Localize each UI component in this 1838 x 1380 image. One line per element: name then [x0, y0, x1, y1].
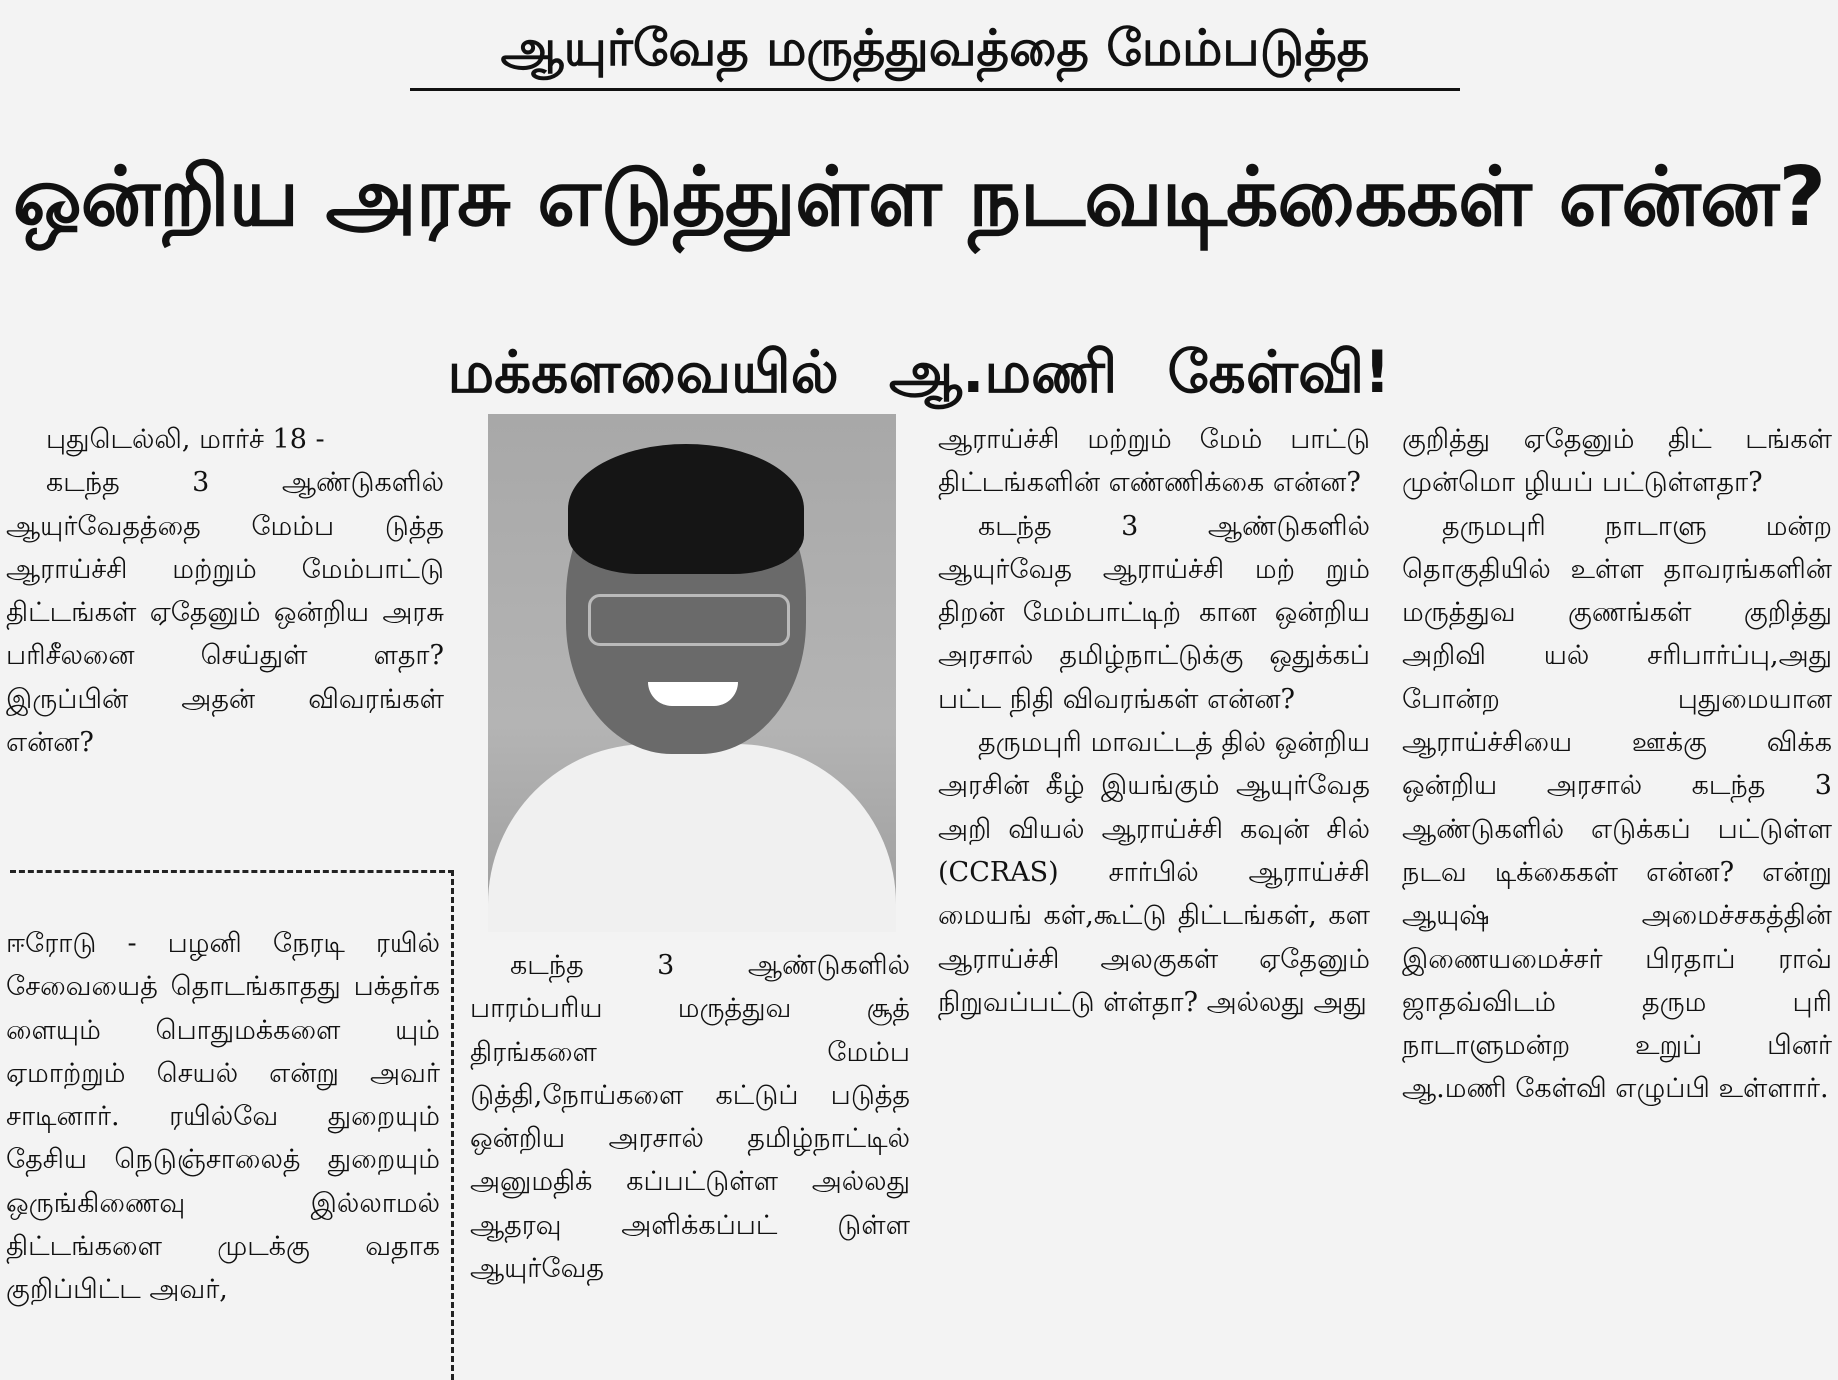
column-3-paragraph-1: ஆராய்ச்சி மற்றும் மேம் பாட்டு திட்டங்களின் எண்ணிக்கை என்ன?: [938, 424, 1370, 499]
column-1-paragraph: கடந்த 3 ஆண்டுகளில் ஆயுர்வேதத்தை மேம்ப டுத்த ஆராய்ச்சி மற்றும் மேம்பாட்டு திட்டங்கள் ஏதேனும் ஒன்றிய அரசு பரிசீலனை செய்துள் ளதா?இருப்பின் அதன் விவரங்கள் என்ன?: [6, 467, 444, 759]
mp-portrait-photo: [488, 414, 896, 932]
kicker-headline: ஆயுர்வேத மருத்துவத்தை மேம்படுத்த: [410, 8, 1460, 91]
column-4-paragraph-2: தருமபுரி நாடாளு மன்ற தொகுதியில் உள்ள தாவரங்களின் மருத்துவ குணங்கள் குறித்து அறிவி யல் சரிபார்ப்பு,அது போன்ற புதுமையான ஆராய்ச்சியை ஊக்கு விக்க ஒன்றிய அரசால் கடந்த 3 ஆண்டுகளில் எடுக்கப் பட்டுள்ள நடவ டிக்கைகள் என்ன? என்று ஆயுஷ் அமைச்சகத்தின் இணையமைச்சர் பிரதாப் ராவ் ஜாதவ்விடம் தரும புரி நாடாளுமன்ற உறுப் பினர் ஆ.மணி கேள்வி எழுப்பி உள்ளார்.: [1402, 510, 1832, 1105]
column-3-paragraph-3: தருமபுரி மாவட்டத் தில் ஒன்றிய அரசின் கீழ் இயங்கும் ஆயுர்வேத அறி வியல் ஆராய்ச்சி கவுன் சில் (CCRAS) சார்பில் ஆராய்ச்சி மையங் கள்,கூட்டு திட்டங்கள், கள ஆராய்ச்சி அலகுகள் ஏதேனும் நிறுவப்பட்டு ள்ள்தா? அல்லது அது: [938, 727, 1370, 1018]
column-3: [938, 418, 1370, 1024]
dateline: புதுடெல்லி, மார்ச் 18 -: [46, 424, 325, 455]
column-2-paragraph: கடந்த 3 ஆண்டுகளில் பாரம்பரிய மருத்துவ சூத் திரங்களை மேம்ப டுத்தி,நோய்களை கட்டுப் படுத்த ஒன்றிய அரசால் தமிழ்நாட்டில் அனுமதிக் கப்பட்டுள்ள அல்லது ஆதரவு அளிக்கப்பட் டுள்ள ஆயுர்வேத: [470, 950, 910, 1285]
column-4: [1402, 418, 1832, 1111]
column-2: [470, 944, 910, 1290]
photo-smile: [648, 682, 738, 706]
related-news-paragraph: ஈரோடு - பழனி நேரடி ரயில் சேவையைத் தொடங்காதது பக்தர்க ளையும் பொதுமக்களை யும் ஏமாற்றும் செயல் என்று அவர் சாடினார். ரயில்வே துறையும் தேசிய நெடுஞ்சாலைத் துறையும் ஒருங்கிணைவு இல்லாமல் திட்டங்களை முடக்கு வதாக குறிப்பிட்ட அவர்,: [6, 928, 440, 1306]
related-news-text: [6, 922, 440, 1312]
column-4-paragraph-1: குறித்து ஏதேனும் திட் டங்கள் முன்மொ ழியப் பட்டுள்ளதா?: [1402, 424, 1832, 499]
photo-shirt: [488, 744, 896, 932]
column-3-paragraph-2: கடந்த 3 ஆண்டுகளில் ஆயுர்வேத ஆராய்ச்சி மற் றும் திறன் மேம்பாட்டிற் கான ஒன்றிய அரசால் தமிழ்நாட்டுக்கு ஒதுக்கப் பட்ட நிதி விவரங்கள் என்ன?: [938, 510, 1370, 715]
photo-hair: [568, 444, 804, 574]
column-1: [6, 418, 444, 764]
photo-glasses: [588, 594, 790, 646]
sub-headline: மக்களவையில் ஆ.மணி கேள்வி!: [447, 338, 1391, 406]
main-headline: ஒன்றிய அரசு எடுத்துள்ள நடவடிக்கைகள் என்ன?: [12, 150, 1826, 245]
